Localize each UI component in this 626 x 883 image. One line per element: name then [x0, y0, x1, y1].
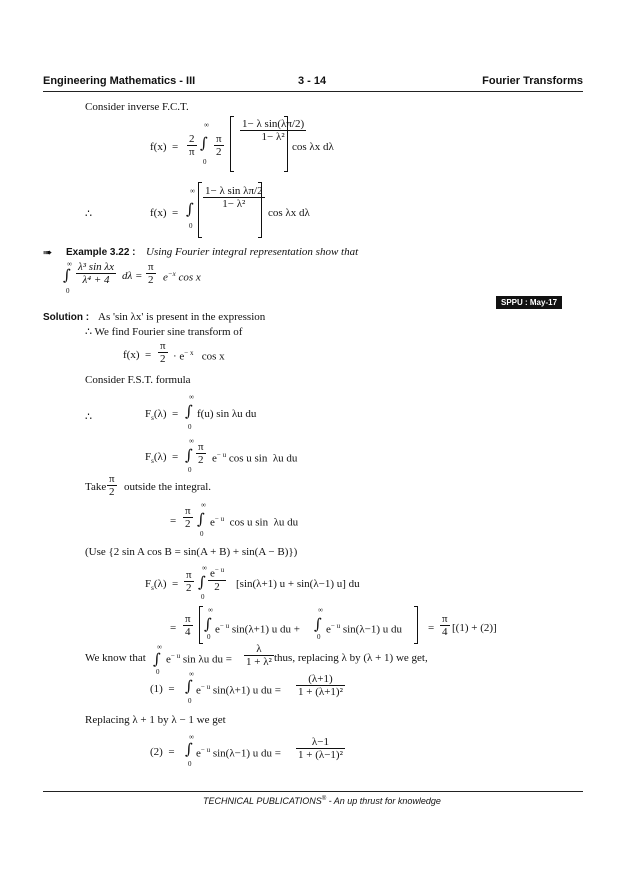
header-rule [43, 91, 583, 92]
identity-text: (Use {2 sin A cos B = sin(A + B) + sin(A − B)}) [85, 546, 298, 558]
example-text: Using Fourier integral representation show that [146, 246, 359, 258]
take-text: Take [85, 481, 107, 493]
thus-replacing-text: thus, replacing λ by (λ + 1) we get, [274, 652, 428, 664]
we-know-text: We know that [85, 652, 146, 664]
consider-fst-text: Consider F.S.T. formula [85, 374, 191, 386]
footer-text [203, 796, 441, 806]
footer-tagline: - An up thrust for knowledge [326, 796, 441, 806]
therefore-symbol: ∴ [85, 208, 92, 220]
sppu-badge: SPPU : May-17 [496, 296, 562, 309]
replacing-text: Replacing λ + 1 by λ − 1 we get [85, 714, 226, 726]
page-number: 3 - 14 [298, 75, 327, 87]
publisher-name: TECHNICAL PUBLICATIONS [203, 796, 322, 806]
footer-rule [43, 791, 583, 792]
example-arrow-icon: ➠ [43, 246, 53, 259]
consider-inverse-text: Consider inverse F.C.T. [85, 101, 189, 113]
therefore-symbol-2: ∴ [85, 411, 92, 423]
registered-mark: ® [321, 796, 327, 802]
solution-line-1: As 'sin λx' is present in the expression [98, 311, 266, 323]
chapter-title: Fourier Transforms [482, 75, 583, 87]
outside-text: outside the integral. [124, 481, 212, 493]
solution-line-2: ∴ We find Fourier sine transform of [85, 326, 243, 338]
example-label: Example 3.22 : [66, 247, 136, 258]
pi-over-two: π 2 [109, 473, 115, 498]
solution-label: Solution : [43, 312, 90, 323]
book-title: Engineering Mathematics - III [43, 75, 196, 87]
